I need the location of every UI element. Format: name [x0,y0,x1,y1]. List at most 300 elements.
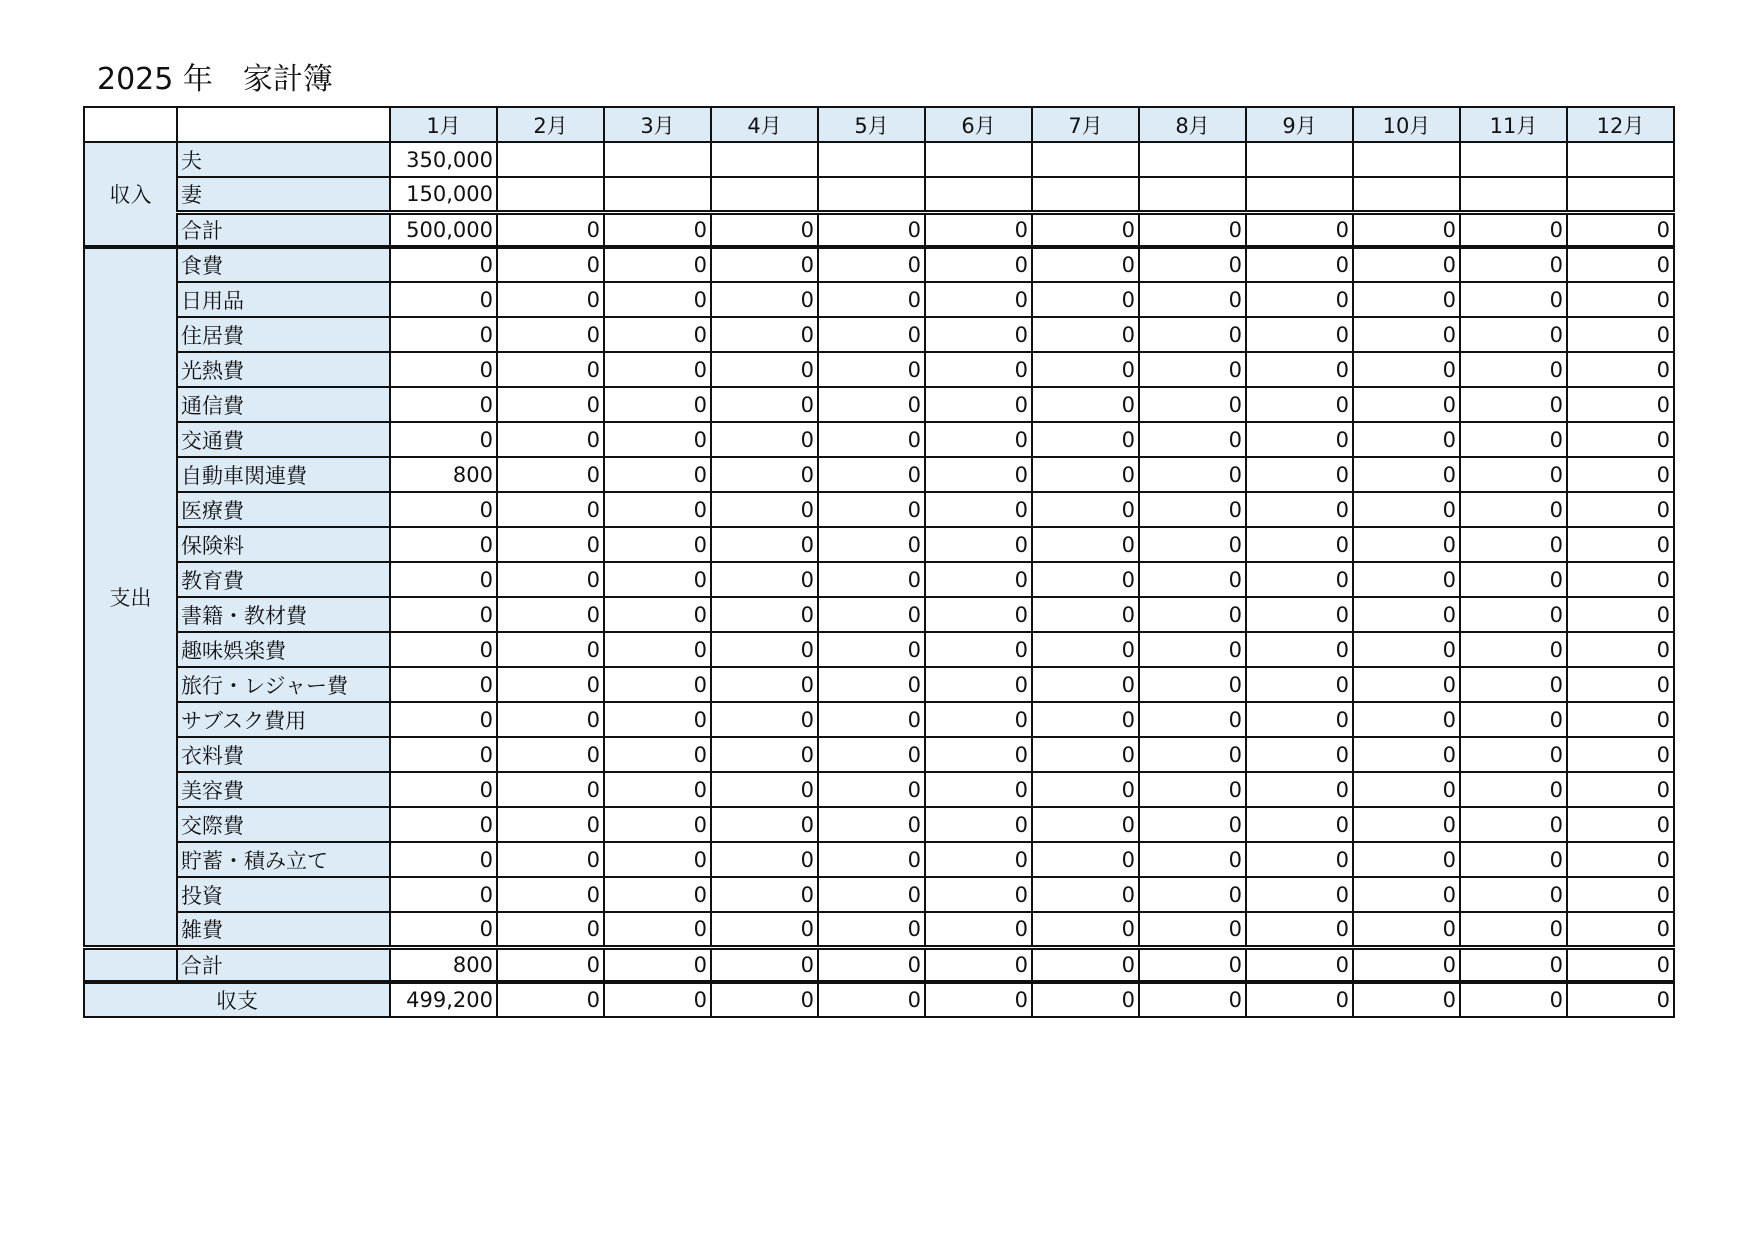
expense-value-cell[interactable]: 0 [1032,282,1139,317]
expense-value-cell[interactable]: 0 [497,317,604,352]
expense-value-cell[interactable]: 0 [1460,352,1567,387]
income-value-cell[interactable] [1032,142,1139,177]
expense-value-cell[interactable]: 0 [1460,457,1567,492]
expense-value-cell[interactable]: 0 [1032,492,1139,527]
expense-value-cell[interactable]: 0 [1032,527,1139,562]
expense-value-cell[interactable]: 0 [818,597,925,632]
expense-value-cell[interactable]: 0 [390,352,497,387]
income-total-value: 0 [1139,212,1246,247]
expense-value-cell[interactable]: 0 [1460,387,1567,422]
expense-value-cell[interactable]: 0 [1460,632,1567,667]
expense-total-value: 0 [1353,947,1460,982]
expense-total-value: 0 [604,947,711,982]
expense-value-cell[interactable]: 0 [604,562,711,597]
income-value-cell[interactable] [497,177,604,212]
expense-category-label: サブスク費用 [177,702,390,737]
expense-value-cell[interactable]: 0 [390,737,497,772]
expense-value-cell[interactable]: 0 [1246,247,1353,282]
expense-value-cell[interactable]: 0 [1460,667,1567,702]
expense-value-cell[interactable]: 0 [1567,667,1674,702]
expense-value-cell[interactable]: 0 [1353,667,1460,702]
expense-value-cell[interactable]: 0 [818,842,925,877]
income-value-cell[interactable] [1246,177,1353,212]
expense-value-cell[interactable]: 0 [497,632,604,667]
expense-value-cell[interactable]: 0 [1567,457,1674,492]
month-header: 4月 [711,107,818,142]
expense-value-cell[interactable]: 0 [1353,317,1460,352]
income-value-cell[interactable] [604,177,711,212]
expense-value-cell[interactable]: 0 [1032,352,1139,387]
expense-value-cell[interactable]: 0 [1032,877,1139,912]
expense-value-cell[interactable]: 0 [925,807,1032,842]
expense-value-cell[interactable]: 0 [390,282,497,317]
income-value-cell[interactable] [497,142,604,177]
expense-value-cell[interactable]: 0 [711,877,818,912]
expense-value-cell[interactable]: 0 [925,317,1032,352]
expense-value-cell[interactable]: 0 [1139,667,1246,702]
expense-value-cell[interactable]: 0 [604,772,711,807]
expense-value-cell[interactable]: 0 [390,387,497,422]
expense-value-cell[interactable]: 0 [1567,562,1674,597]
expense-value-cell[interactable]: 0 [1460,492,1567,527]
expense-value-cell[interactable]: 0 [925,842,1032,877]
income-total-value: 0 [925,212,1032,247]
expense-value-cell[interactable]: 0 [1567,317,1674,352]
income-value-cell[interactable] [1032,177,1139,212]
expense-value-cell[interactable]: 0 [497,562,604,597]
expense-value-cell[interactable]: 0 [818,317,925,352]
income-total-value: 0 [1460,212,1567,247]
expense-value-cell[interactable]: 0 [1567,912,1674,947]
income-total-label: 合計 [177,212,390,247]
expense-value-cell[interactable]: 0 [1353,597,1460,632]
expense-value-cell[interactable]: 0 [1567,282,1674,317]
expense-value-cell[interactable]: 0 [1139,597,1246,632]
expense-value-cell[interactable]: 0 [1460,317,1567,352]
expense-value-cell[interactable]: 0 [390,632,497,667]
expense-value-cell[interactable]: 0 [1353,282,1460,317]
expense-value-cell[interactable]: 0 [711,247,818,282]
expense-value-cell[interactable]: 0 [925,912,1032,947]
expense-value-cell[interactable]: 0 [1246,667,1353,702]
expense-value-cell[interactable]: 0 [1460,422,1567,457]
expense-value-cell[interactable]: 0 [818,527,925,562]
expense-value-cell[interactable]: 0 [711,772,818,807]
expense-value-cell[interactable]: 0 [1353,842,1460,877]
expense-value-cell[interactable]: 0 [1032,562,1139,597]
expense-category-label: 日用品 [177,282,390,317]
expense-value-cell[interactable]: 0 [711,492,818,527]
expense-value-cell[interactable]: 0 [1032,772,1139,807]
expense-value-cell[interactable]: 0 [604,632,711,667]
expense-value-cell[interactable]: 0 [1139,737,1246,772]
expense-value-cell[interactable]: 0 [1567,632,1674,667]
expense-value-cell[interactable]: 0 [1246,387,1353,422]
expense-value-cell[interactable]: 0 [390,422,497,457]
expense-value-cell[interactable]: 0 [925,457,1032,492]
expense-value-cell[interactable]: 800 [390,457,497,492]
expense-value-cell[interactable]: 0 [1032,457,1139,492]
expense-category-label: 光熱費 [177,352,390,387]
expense-value-cell[interactable]: 0 [1246,527,1353,562]
expense-value-cell[interactable]: 0 [1567,247,1674,282]
expense-value-cell[interactable]: 0 [1246,457,1353,492]
expense-value-cell[interactable]: 0 [1567,597,1674,632]
expense-value-cell[interactable]: 0 [818,702,925,737]
expense-value-cell[interactable]: 0 [604,247,711,282]
expense-value-cell[interactable]: 0 [1353,422,1460,457]
income-value-cell[interactable] [1353,177,1460,212]
expense-category-label: 旅行・レジャー費 [177,667,390,702]
income-value-cell[interactable] [1567,177,1674,212]
expense-value-cell[interactable]: 0 [497,492,604,527]
income-value-cell[interactable] [1567,142,1674,177]
expense-value-cell[interactable]: 0 [1032,912,1139,947]
expense-value-cell[interactable]: 0 [711,667,818,702]
expense-value-cell[interactable]: 0 [1032,597,1139,632]
expense-value-cell[interactable]: 0 [1353,562,1460,597]
expense-value-cell[interactable]: 0 [1567,702,1674,737]
expense-value-cell[interactable]: 0 [390,912,497,947]
income-value-cell[interactable] [925,142,1032,177]
expense-value-cell[interactable]: 0 [1567,807,1674,842]
expense-value-cell[interactable]: 0 [1139,807,1246,842]
expense-value-cell[interactable]: 0 [711,422,818,457]
expense-total-value: 0 [1567,947,1674,982]
expense-value-cell[interactable]: 0 [818,912,925,947]
expense-value-cell[interactable]: 0 [711,352,818,387]
expense-value-cell[interactable]: 0 [1567,842,1674,877]
expense-value-cell[interactable]: 0 [711,702,818,737]
expense-value-cell[interactable]: 0 [1139,352,1246,387]
expense-value-cell[interactable]: 0 [1353,352,1460,387]
expense-value-cell[interactable]: 0 [1032,422,1139,457]
income-total-value: 0 [604,212,711,247]
expense-value-cell[interactable]: 0 [818,667,925,702]
expense-value-cell[interactable]: 0 [390,527,497,562]
expense-value-cell[interactable]: 0 [497,352,604,387]
expense-value-cell[interactable]: 0 [711,807,818,842]
expense-value-cell[interactable]: 0 [1353,772,1460,807]
expense-value-cell[interactable]: 0 [1139,632,1246,667]
expense-total-value: 0 [1032,947,1139,982]
expense-value-cell[interactable]: 0 [1246,877,1353,912]
expense-value-cell[interactable]: 0 [1139,527,1246,562]
expense-value-cell[interactable]: 0 [604,492,711,527]
expense-value-cell[interactable]: 0 [818,807,925,842]
expense-value-cell[interactable]: 0 [925,667,1032,702]
expense-value-cell[interactable]: 0 [1353,492,1460,527]
expense-value-cell[interactable]: 0 [925,772,1032,807]
expense-value-cell[interactable]: 0 [1567,492,1674,527]
expense-value-cell[interactable]: 0 [711,387,818,422]
table-row [84,457,1674,492]
expense-value-cell[interactable]: 0 [1139,422,1246,457]
table-row [84,422,1674,457]
expense-value-cell[interactable]: 0 [1567,422,1674,457]
expense-value-cell[interactable]: 0 [1353,702,1460,737]
expense-value-cell[interactable]: 0 [497,667,604,702]
expense-value-cell[interactable]: 0 [1139,877,1246,912]
expense-value-cell[interactable]: 0 [497,772,604,807]
expense-value-cell[interactable]: 0 [1246,912,1353,947]
expense-category-label: 趣味娯楽費 [177,632,390,667]
expense-value-cell[interactable]: 0 [711,317,818,352]
expense-value-cell[interactable]: 0 [497,247,604,282]
expense-value-cell[interactable]: 0 [711,527,818,562]
table-row [84,177,1674,212]
income-value-cell[interactable] [711,177,818,212]
expense-value-cell[interactable]: 0 [1246,842,1353,877]
expense-value-cell[interactable]: 0 [390,877,497,912]
expense-value-cell[interactable]: 0 [1460,702,1567,737]
expense-value-cell[interactable]: 0 [1246,317,1353,352]
expense-value-cell[interactable]: 0 [604,737,711,772]
expense-value-cell[interactable]: 0 [1460,912,1567,947]
expense-value-cell[interactable]: 0 [1567,352,1674,387]
expense-value-cell[interactable]: 0 [1460,807,1567,842]
expense-value-cell[interactable]: 0 [1353,807,1460,842]
expense-category-label: 保険料 [177,527,390,562]
expense-total-value: 0 [1460,947,1567,982]
expense-value-cell[interactable]: 0 [390,772,497,807]
balance-value: 0 [711,982,818,1017]
expense-value-cell[interactable]: 0 [818,737,925,772]
expense-value-cell[interactable]: 0 [1032,387,1139,422]
income-total-value: 0 [1567,212,1674,247]
expense-value-cell[interactable]: 0 [497,457,604,492]
expense-value-cell[interactable]: 0 [711,597,818,632]
expense-value-cell[interactable]: 0 [1246,492,1353,527]
expense-value-cell[interactable]: 0 [1460,772,1567,807]
expense-value-cell[interactable]: 0 [604,842,711,877]
expense-value-cell[interactable]: 0 [390,562,497,597]
expense-value-cell[interactable]: 0 [497,422,604,457]
expense-value-cell[interactable]: 0 [604,457,711,492]
expense-value-cell[interactable]: 0 [1353,737,1460,772]
expense-value-cell[interactable]: 0 [390,597,497,632]
expense-value-cell[interactable]: 0 [1246,282,1353,317]
expense-value-cell[interactable]: 0 [1246,597,1353,632]
expense-value-cell[interactable]: 0 [497,807,604,842]
expense-value-cell[interactable]: 0 [925,562,1032,597]
expense-value-cell[interactable]: 0 [925,527,1032,562]
expense-value-cell[interactable]: 0 [1353,877,1460,912]
expense-value-cell[interactable]: 0 [497,527,604,562]
income-value-cell[interactable] [604,142,711,177]
expense-value-cell[interactable]: 0 [1032,667,1139,702]
table-row [84,772,1674,807]
expense-value-cell[interactable]: 0 [1353,912,1460,947]
expense-value-cell[interactable]: 0 [604,317,711,352]
expense-value-cell[interactable]: 0 [711,737,818,772]
table-row [84,912,1674,947]
expense-value-cell[interactable]: 0 [818,282,925,317]
expense-value-cell[interactable]: 0 [497,877,604,912]
expense-value-cell[interactable]: 0 [1353,247,1460,282]
expense-value-cell[interactable]: 0 [604,667,711,702]
income-value-cell[interactable]: 350,000 [390,142,497,177]
expense-value-cell[interactable]: 0 [1246,562,1353,597]
income-total-value: 0 [1032,212,1139,247]
expense-value-cell[interactable]: 0 [1353,527,1460,562]
expense-total-row [84,947,1674,982]
expense-value-cell[interactable]: 0 [925,352,1032,387]
income-value-cell[interactable] [1139,142,1246,177]
expense-value-cell[interactable]: 0 [818,422,925,457]
expense-value-cell[interactable]: 0 [925,282,1032,317]
balance-value: 0 [1032,982,1139,1017]
expense-value-cell[interactable]: 0 [604,807,711,842]
expense-value-cell[interactable]: 0 [1246,772,1353,807]
expense-category-label: 通信費 [177,387,390,422]
expense-value-cell[interactable]: 0 [1032,317,1139,352]
expense-value-cell[interactable]: 0 [1567,387,1674,422]
income-value-cell[interactable] [818,177,925,212]
expense-value-cell[interactable]: 0 [1353,632,1460,667]
income-value-cell[interactable] [1246,142,1353,177]
expense-value-cell[interactable]: 0 [818,772,925,807]
income-value-cell[interactable]: 150,000 [390,177,497,212]
expense-value-cell[interactable]: 0 [1460,247,1567,282]
expense-value-cell[interactable]: 0 [497,387,604,422]
expense-value-cell[interactable]: 0 [925,597,1032,632]
expense-value-cell[interactable]: 0 [925,877,1032,912]
expense-value-cell[interactable]: 0 [1567,527,1674,562]
expense-value-cell[interactable]: 0 [1353,387,1460,422]
expense-value-cell[interactable]: 0 [390,247,497,282]
expense-value-cell[interactable]: 0 [497,597,604,632]
expense-value-cell[interactable]: 0 [497,702,604,737]
expense-value-cell[interactable]: 0 [1567,772,1674,807]
expense-value-cell[interactable]: 0 [1032,807,1139,842]
expense-value-cell[interactable]: 0 [925,702,1032,737]
expense-value-cell[interactable]: 0 [1246,422,1353,457]
expense-value-cell[interactable]: 0 [604,912,711,947]
expense-value-cell[interactable]: 0 [390,317,497,352]
expense-value-cell[interactable]: 0 [1460,527,1567,562]
expense-value-cell[interactable]: 0 [1246,702,1353,737]
expense-value-cell[interactable]: 0 [497,737,604,772]
expense-value-cell[interactable]: 0 [818,562,925,597]
expense-value-cell[interactable]: 0 [925,492,1032,527]
expense-value-cell[interactable]: 0 [711,457,818,492]
expense-value-cell[interactable]: 0 [497,842,604,877]
expense-value-cell[interactable]: 0 [390,702,497,737]
expense-value-cell[interactable]: 0 [1032,737,1139,772]
expense-value-cell[interactable]: 0 [1460,562,1567,597]
expense-value-cell[interactable]: 0 [604,387,711,422]
table-row [84,282,1674,317]
expense-value-cell[interactable]: 0 [390,842,497,877]
expense-value-cell[interactable]: 0 [604,282,711,317]
expense-value-cell[interactable]: 0 [1032,632,1139,667]
expense-value-cell[interactable]: 0 [925,422,1032,457]
expense-value-cell[interactable]: 0 [1139,282,1246,317]
expense-value-cell[interactable]: 0 [497,912,604,947]
expense-value-cell[interactable]: 0 [604,597,711,632]
expense-value-cell[interactable]: 0 [390,807,497,842]
expense-value-cell[interactable]: 0 [925,737,1032,772]
expense-value-cell[interactable]: 0 [1139,457,1246,492]
expense-value-cell[interactable]: 0 [1567,877,1674,912]
expense-value-cell[interactable]: 0 [1032,247,1139,282]
expense-value-cell[interactable]: 0 [390,667,497,702]
expense-value-cell[interactable]: 0 [818,352,925,387]
income-value-cell[interactable] [925,177,1032,212]
expense-value-cell[interactable]: 0 [1139,387,1246,422]
expense-value-cell[interactable]: 0 [711,912,818,947]
expense-value-cell[interactable]: 0 [1139,492,1246,527]
expense-value-cell[interactable]: 0 [604,877,711,912]
expense-value-cell[interactable]: 0 [604,352,711,387]
income-value-cell[interactable] [1139,177,1246,212]
expense-group-label: 支出 [84,247,177,947]
income-value-cell[interactable] [818,142,925,177]
expense-value-cell[interactable]: 0 [711,562,818,597]
expense-value-cell[interactable]: 0 [1460,842,1567,877]
expense-value-cell[interactable]: 0 [1139,772,1246,807]
expense-value-cell[interactable]: 0 [711,842,818,877]
month-header: 10月 [1353,107,1460,142]
income-value-cell[interactable] [711,142,818,177]
expense-value-cell[interactable]: 0 [1567,737,1674,772]
expense-value-cell[interactable]: 0 [1246,632,1353,667]
expense-category-label: 住居費 [177,317,390,352]
expense-value-cell[interactable]: 0 [1246,807,1353,842]
expense-value-cell[interactable]: 0 [1139,842,1246,877]
expense-value-cell[interactable]: 0 [1139,912,1246,947]
expense-value-cell[interactable]: 0 [925,247,1032,282]
expense-value-cell[interactable]: 0 [925,632,1032,667]
expense-value-cell[interactable]: 0 [818,632,925,667]
expense-value-cell[interactable]: 0 [925,387,1032,422]
expense-value-cell[interactable]: 0 [818,492,925,527]
expense-value-cell[interactable]: 0 [1460,597,1567,632]
income-value-cell[interactable] [1353,142,1460,177]
expense-value-cell[interactable]: 0 [818,387,925,422]
expense-value-cell[interactable]: 0 [604,527,711,562]
expense-value-cell[interactable]: 0 [1246,737,1353,772]
expense-value-cell[interactable]: 0 [1460,737,1567,772]
expense-value-cell[interactable]: 0 [818,877,925,912]
expense-value-cell[interactable]: 0 [1460,877,1567,912]
expense-value-cell[interactable]: 0 [1032,702,1139,737]
expense-value-cell[interactable]: 0 [1460,282,1567,317]
expense-value-cell[interactable]: 0 [1246,352,1353,387]
expense-value-cell[interactable]: 0 [1139,247,1246,282]
expense-value-cell[interactable]: 0 [1032,842,1139,877]
expense-value-cell[interactable]: 0 [1139,702,1246,737]
income-value-cell[interactable] [1460,142,1567,177]
table-row [84,352,1674,387]
balance-value: 0 [925,982,1032,1017]
expense-value-cell[interactable]: 0 [1139,562,1246,597]
expense-value-cell[interactable]: 0 [604,422,711,457]
expense-value-cell[interactable]: 0 [497,282,604,317]
income-value-cell[interactable] [1460,177,1567,212]
expense-value-cell[interactable]: 0 [711,632,818,667]
expense-total-value: 0 [497,947,604,982]
expense-value-cell[interactable]: 0 [390,492,497,527]
expense-value-cell[interactable]: 0 [818,457,925,492]
expense-value-cell[interactable]: 0 [1139,317,1246,352]
expense-value-cell[interactable]: 0 [711,282,818,317]
expense-value-cell[interactable]: 0 [818,247,925,282]
expense-value-cell[interactable]: 0 [604,702,711,737]
month-header: 9月 [1246,107,1353,142]
expense-value-cell[interactable]: 0 [1353,457,1460,492]
